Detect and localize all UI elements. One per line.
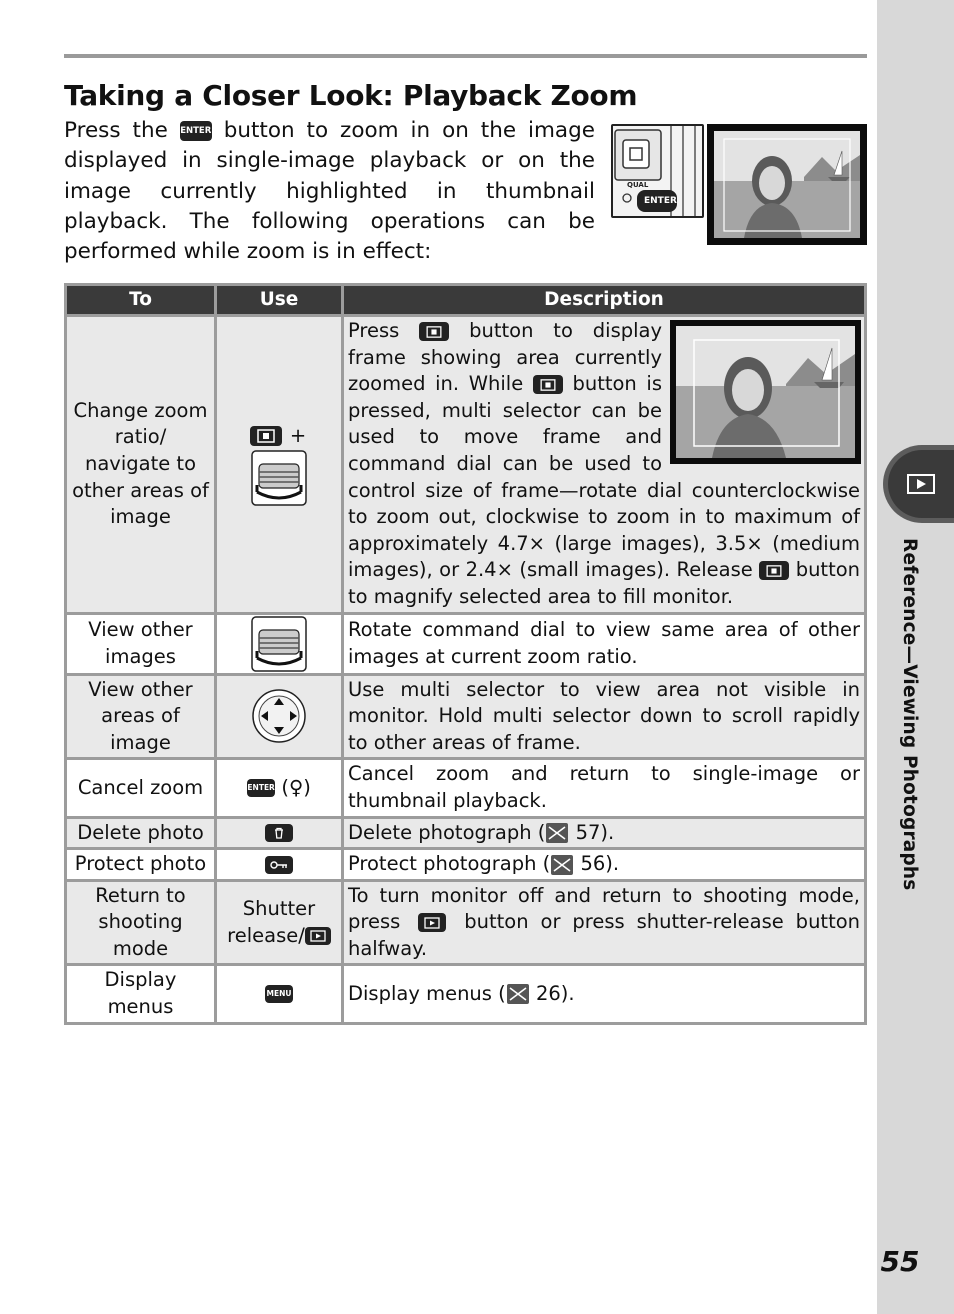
page-reference-icon — [545, 822, 569, 844]
table-row — [67, 317, 864, 612]
page-reference-icon — [506, 983, 530, 1005]
use-cell — [217, 966, 341, 1021]
use-cell — [217, 676, 341, 758]
intro-text — [64, 116, 595, 267]
playback-icon — [906, 473, 936, 495]
to-cell: Cancel zoom — [67, 760, 214, 815]
zoomed-woman-photo-drawing — [676, 326, 855, 458]
zoom-frame-photo — [670, 320, 861, 464]
photo-image — [714, 131, 860, 238]
table-row — [67, 966, 864, 1021]
description-cell — [344, 317, 864, 612]
desc-post: 57). — [569, 820, 615, 844]
camera-illustration — [611, 124, 704, 218]
page-title: Taking a Closer Look: Playback Zoom — [64, 79, 638, 112]
to-cell: Delete photo — [67, 819, 214, 848]
use-text: Shutter release/ — [227, 896, 316, 947]
enter-button-icon: ENTER — [180, 121, 212, 141]
to-cell: Protect photo — [67, 850, 214, 879]
header-to: To — [67, 286, 214, 314]
desc-pre: To turn monitor off and return to shooting mode, press — [348, 883, 860, 934]
table-row — [67, 850, 864, 879]
plus-sign: + — [289, 423, 307, 447]
menu-button-icon: MENU — [265, 985, 293, 1003]
desc-pre: Protect photograph ( — [348, 852, 551, 876]
intro-part-1: Press the — [64, 118, 168, 143]
to-cell: View other images — [67, 615, 214, 673]
desc-part-4: button to magnify selected area to fill monitor. — [348, 558, 861, 608]
description-cell — [344, 966, 864, 1021]
woman-photo-drawing — [714, 131, 860, 238]
use-cell — [217, 882, 341, 964]
description-cell — [344, 850, 864, 879]
to-cell: Display menus — [67, 966, 214, 1021]
desc-post: 56). — [574, 852, 620, 876]
use-cell — [217, 819, 341, 848]
command-dial-icon — [251, 450, 307, 506]
description-cell: Use multi selector to view area not visible in monitor. Hold multi selector down to scroll rapidly to other areas of frame. — [344, 676, 864, 758]
delete-button-icon — [265, 824, 293, 842]
page-number: 55 — [880, 1245, 920, 1278]
to-cell: Return to shooting mode — [67, 882, 214, 964]
to-cell: Change zoom ratio/ navigate to other areas of image — [67, 317, 214, 612]
header-use: Use — [217, 286, 341, 314]
desc-part-3: button is pressed, multi selector can be used to move frame and command dial can be used to control size of frame—rotate dial counterclockwise to zoom out, clockwise to zoom in to maximum of approximately 4.7× (large images), 3.5× (medium images), or 2.4× (small images). Release — [348, 372, 860, 582]
thumbnail-zoom-button-icon — [419, 322, 449, 341]
use-cell — [217, 760, 341, 815]
header-description: Description — [344, 286, 864, 314]
table-row — [67, 615, 864, 673]
chapter-tab — [883, 445, 954, 523]
description-cell: Rotate command dial to view same area of other images at current zoom ratio. — [344, 615, 864, 673]
enter-label: ENTER — [644, 196, 677, 206]
desc-part-1: Press — [348, 319, 400, 342]
operations-table — [64, 283, 867, 1025]
qual-label: QUAL — [627, 181, 649, 189]
desc-pre: Delete photograph ( — [348, 820, 546, 844]
use-cell — [217, 615, 341, 673]
protect-button-icon — [265, 856, 293, 874]
table-header-row — [67, 286, 864, 314]
command-dial-icon — [251, 616, 307, 672]
playback-button-icon — [305, 927, 331, 945]
use-cell — [217, 850, 341, 879]
page-reference-icon — [550, 854, 574, 876]
table-row — [67, 676, 864, 758]
desc-pre: Display menus ( — [348, 981, 506, 1005]
table-row — [67, 819, 864, 848]
intro-part-2: button to zoom in on the image displayed in single-image playback or on the image currently highlighted in thumbnail playback. The following operations can be performed while zoom is in effect: — [64, 118, 595, 265]
desc-part-2: button to display frame showing area currently zoomed in. While — [348, 319, 663, 396]
use-cell — [217, 317, 341, 612]
thumbnail-zoom-button-icon — [759, 561, 789, 580]
table-row — [67, 760, 864, 815]
table-row — [67, 882, 864, 964]
thumbnail-zoom-button-icon — [533, 375, 563, 394]
description-cell — [344, 819, 864, 848]
top-rule — [64, 54, 867, 58]
desc-post: 26). — [529, 981, 575, 1005]
to-cell: View other areas of image — [67, 676, 214, 758]
description-cell — [344, 882, 864, 964]
multi-selector-icon — [251, 688, 307, 744]
chapter-label: Reference—Viewing Photographs — [899, 538, 920, 891]
playback-button-icon — [418, 913, 446, 932]
use-suffix: (♀) — [275, 775, 311, 799]
desc-post: button or press shutter-release button halfway. — [348, 910, 861, 960]
playback-photo — [707, 124, 867, 245]
enter-button-icon: ENTER — [247, 779, 275, 797]
description-cell: Cancel zoom and return to single-image or thumbnail playback. — [344, 760, 864, 815]
thumbnail-zoom-button-icon — [250, 426, 282, 446]
